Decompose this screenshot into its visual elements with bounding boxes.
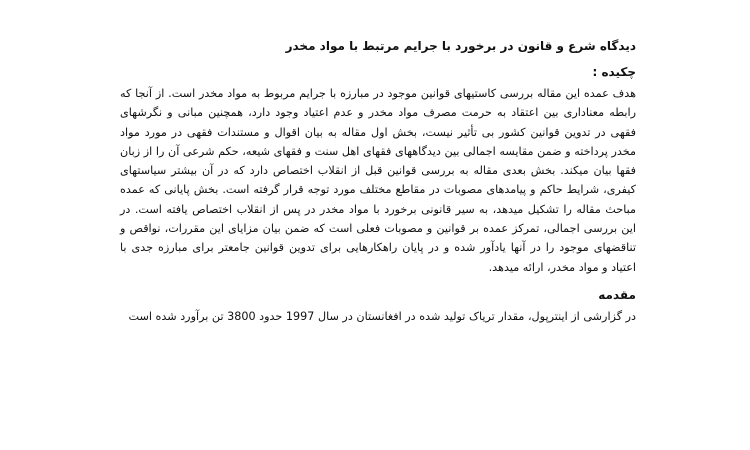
intro-paragraph: در گزارشی از اینترپول، مقدار تریاک تولید شده در افغانستان در سال 1997 حدود 3800 تن برآورد شده است — [128, 309, 636, 323]
document-page — [120, 36, 636, 330]
document-title: دیدگاه شرع و قانون در برخورد با جرایم مرتبط با مواد مخدر — [285, 39, 636, 53]
intro-heading: مقدمه — [598, 287, 636, 302]
abstract-paragraph: هدف عمده این مقاله بررسی کاستیهای قوانین موجود در مبارزه با جرایم مربوط به مواد مخدر است. از آنجا که رابطه معناداری بین اعتقاد به حرمت مصرف مواد مخدر و عدم اعتیاد وجود دارد، همچنین مبانی و نگرشهای فقهی در تدوین قوانین کشور بی تأثیر نیست، بخش اول مقاله به بیان اقوال و مستندات فقهی در مورد مواد مخدر پرداخته و ضمن مقایسه اجمالی بین دیدگاههای فقهای اهل سنت و فقهای شیعه، حکم شرعی آن را از زبان فقها بیان میکند. بخش بعدی مقاله به بررسی قوانین قبل از انقلاب اختصاص دارد که در آن بیشتر سیاستهای کیفری، شرایط حاکم و پیامدهای مصوبات در مقاطع مختلف مورد توجه قرار گرفته است. بخش پایانی که عمده مباحث مقاله را تشکیل میدهد، به سیر قانونی برخورد با مواد مخدر در پس از انقلاب اختصاص یافته است. در این بررسی اجمالی، تمرکز عمده بر قوانین و مصوبات فعلی است که ضمن بیان مزایای این مقررات، نواقص و تناقضهای موجود را در آنها یادآور شده و در پایان راهکارهایی برای تدوین قوانین جامعتر برای مبارزه جدی با اعتیاد و مواد مخدر، ارائه میدهد. — [120, 87, 636, 274]
abstract-heading: چکیده : — [592, 65, 636, 79]
